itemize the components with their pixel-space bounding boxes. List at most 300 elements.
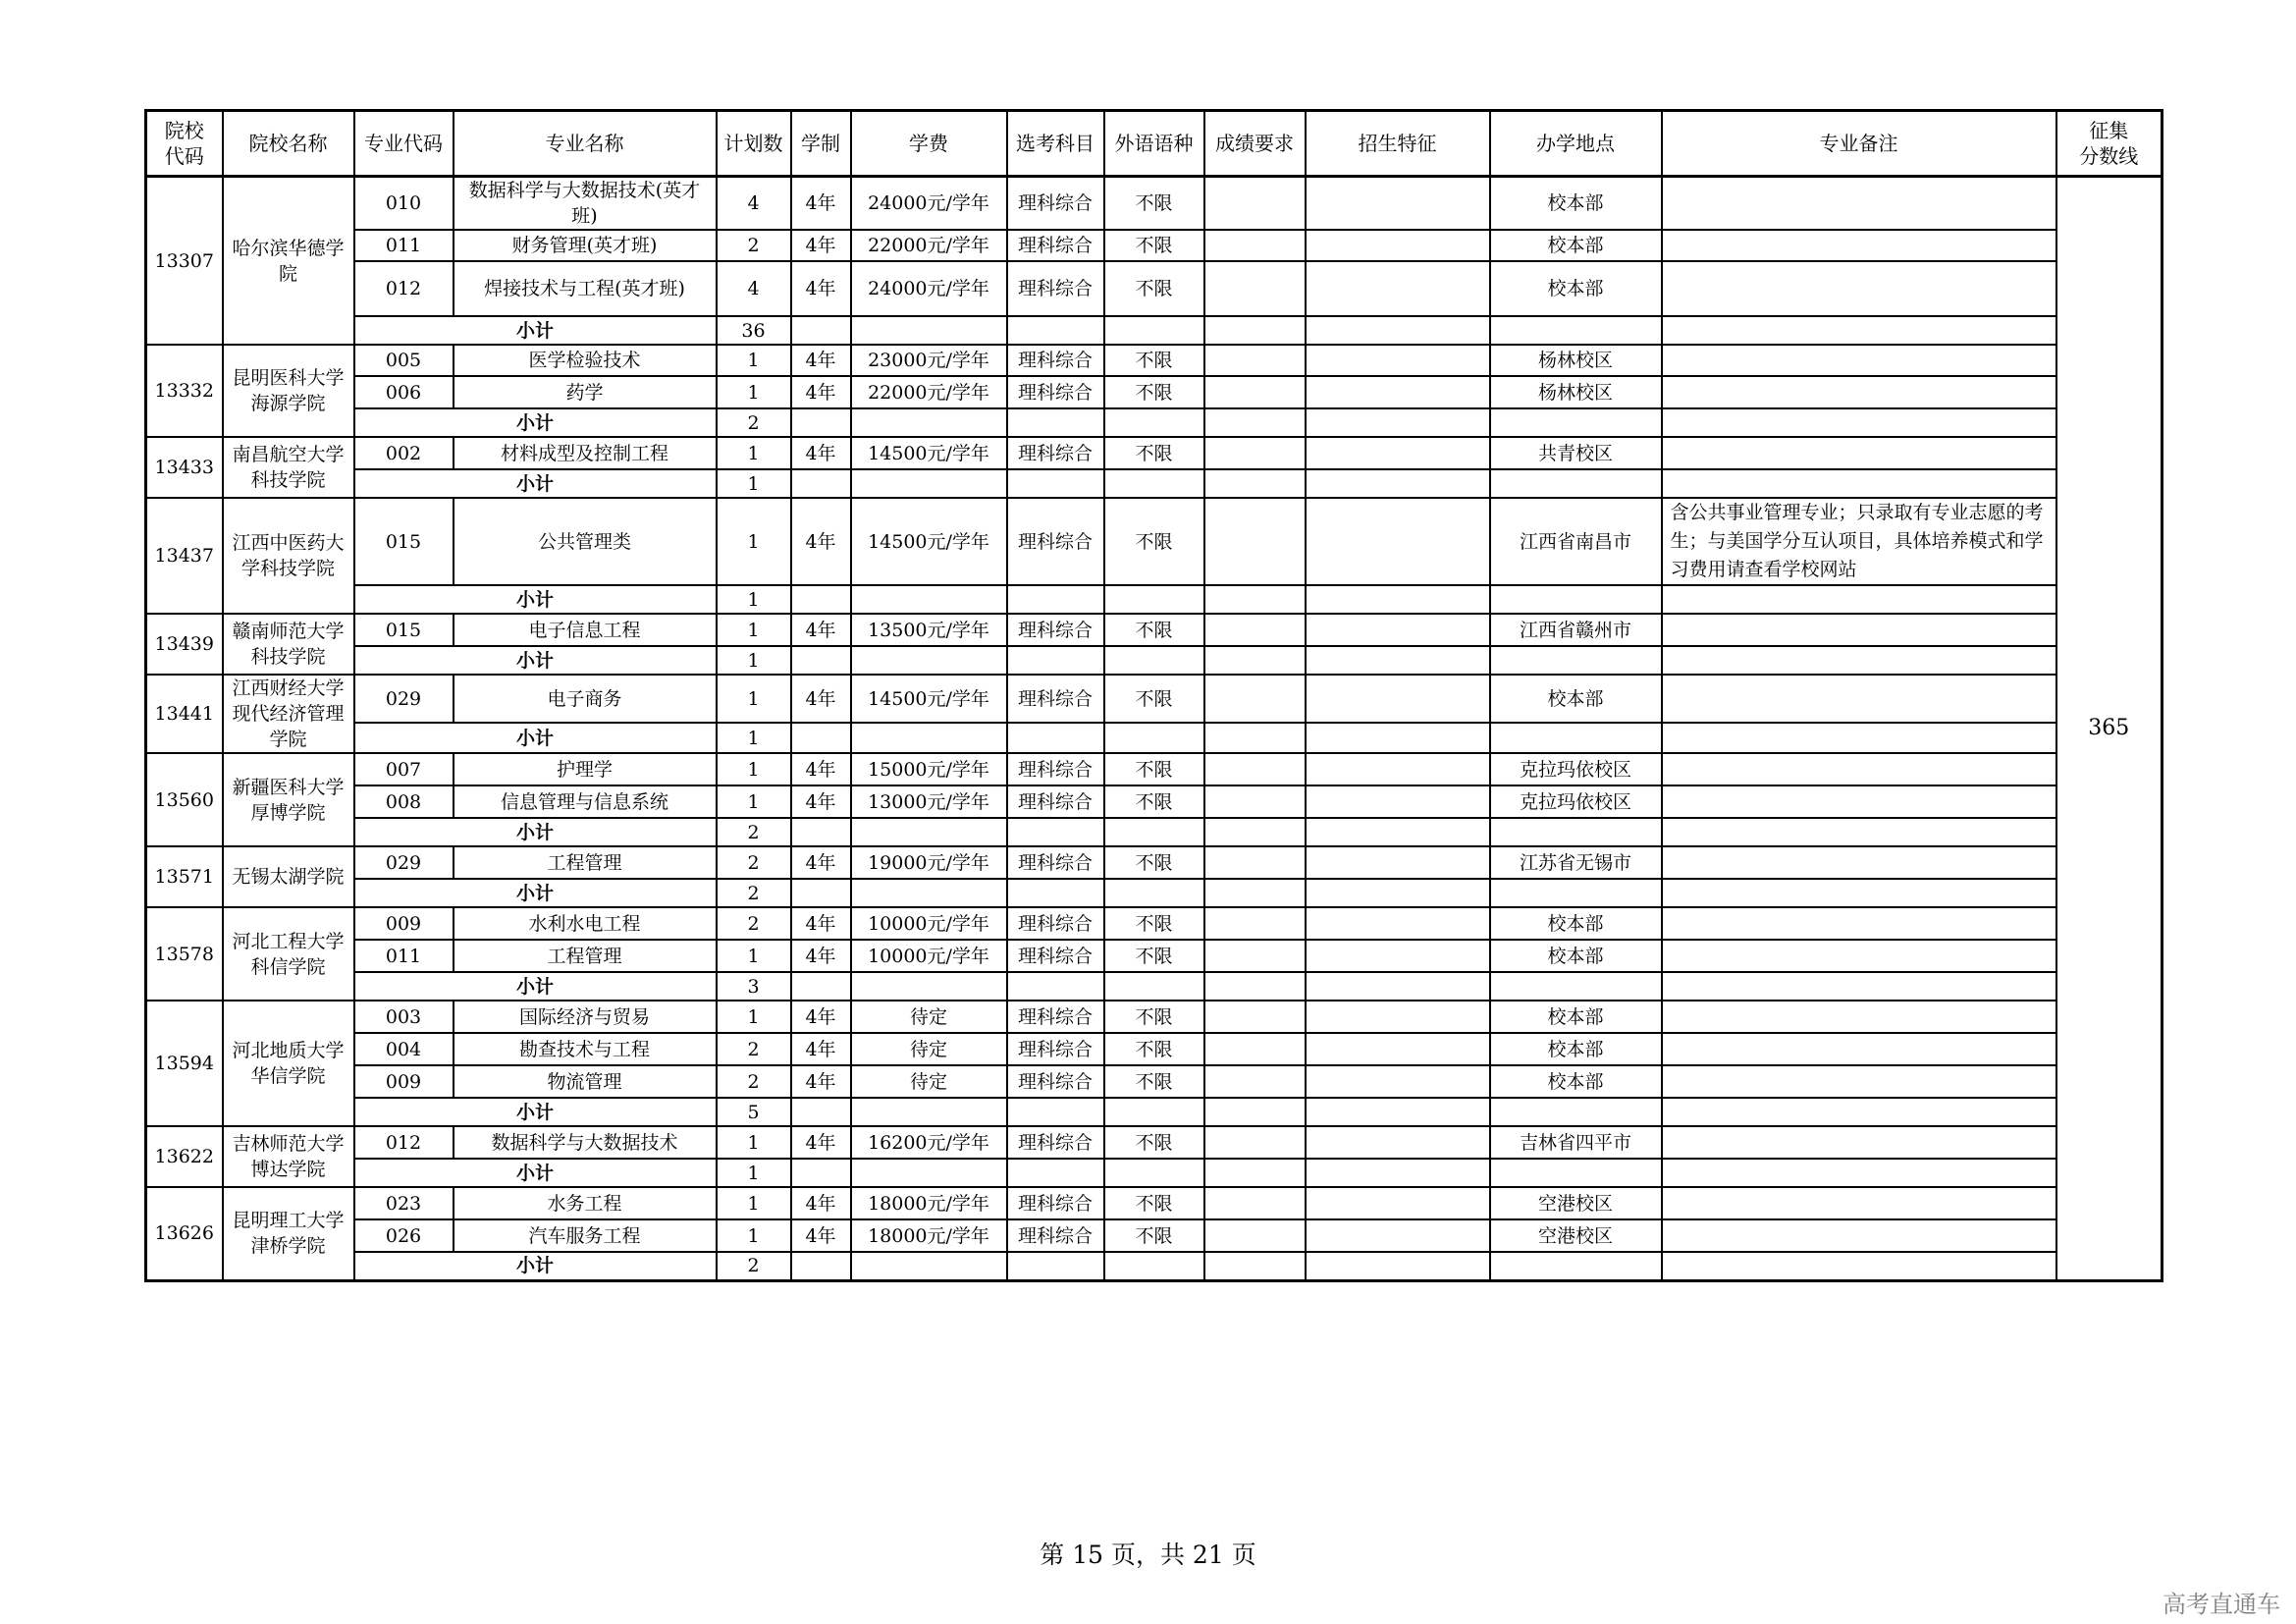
subtotal-label: 小计 xyxy=(354,646,717,675)
subject-cell: 理科综合 xyxy=(1007,177,1104,231)
plan-count-cell: 2 xyxy=(717,1065,791,1098)
empty-cell xyxy=(1490,408,1662,437)
years-cell: 4年 xyxy=(791,345,851,376)
subject-cell: 理科综合 xyxy=(1007,785,1104,818)
subtotal-value: 1 xyxy=(717,1159,791,1187)
fee-cell: 待定 xyxy=(851,1065,1007,1098)
language-cell: 不限 xyxy=(1104,437,1204,469)
empty-cell xyxy=(1007,646,1104,675)
col-header-years: 学制 xyxy=(791,111,851,177)
col-header-score-req: 成绩要求 xyxy=(1204,111,1306,177)
empty-cell xyxy=(1306,408,1490,437)
school-name-cell: 河北工程大学科信学院 xyxy=(223,907,354,1001)
major-name-cell: 工程管理 xyxy=(454,846,717,879)
feature-cell xyxy=(1306,846,1490,879)
major-name-cell: 水务工程 xyxy=(454,1187,717,1219)
score-req-cell xyxy=(1204,177,1306,231)
major-code-cell: 029 xyxy=(354,675,454,723)
empty-cell xyxy=(1306,316,1490,345)
feature-cell xyxy=(1306,1126,1490,1159)
empty-cell xyxy=(851,1098,1007,1126)
feature-cell xyxy=(1306,1001,1490,1033)
fee-cell: 14500元/学年 xyxy=(851,498,1007,585)
empty-cell xyxy=(1104,1098,1204,1126)
fee-cell: 待定 xyxy=(851,1033,1007,1065)
subject-cell: 理科综合 xyxy=(1007,498,1104,585)
remark-cell xyxy=(1662,753,2056,785)
school-code-cell: 13571 xyxy=(146,846,223,907)
remark-cell xyxy=(1662,345,2056,376)
language-cell: 不限 xyxy=(1104,1065,1204,1098)
subtotal-value: 3 xyxy=(717,972,791,1001)
language-cell: 不限 xyxy=(1104,1126,1204,1159)
empty-cell xyxy=(791,1252,851,1280)
feature-cell xyxy=(1306,376,1490,408)
subject-cell: 理科综合 xyxy=(1007,261,1104,316)
empty-cell xyxy=(1306,1252,1490,1280)
empty-cell xyxy=(1104,585,1204,614)
remark-cell xyxy=(1662,261,2056,316)
language-cell: 不限 xyxy=(1104,1001,1204,1033)
language-cell: 不限 xyxy=(1104,1033,1204,1065)
feature-cell xyxy=(1306,177,1490,231)
empty-cell xyxy=(1007,1252,1104,1280)
empty-cell xyxy=(1662,585,2056,614)
empty-cell xyxy=(1007,316,1104,345)
subtotal-label: 小计 xyxy=(354,1159,717,1187)
remark-cell xyxy=(1662,675,2056,723)
col-header-school-name: 院校名称 xyxy=(223,111,354,177)
table-row xyxy=(146,1001,2163,1033)
major-code-cell: 009 xyxy=(354,907,454,940)
col-header-fee: 学费 xyxy=(851,111,1007,177)
remark-cell xyxy=(1662,1126,2056,1159)
score-req-cell xyxy=(1204,907,1306,940)
empty-cell xyxy=(1490,1098,1662,1126)
empty-cell xyxy=(1007,723,1104,753)
empty-cell xyxy=(1104,1159,1204,1187)
location-cell: 江西省南昌市 xyxy=(1490,498,1662,585)
empty-cell xyxy=(851,585,1007,614)
remark-cell xyxy=(1662,1219,2056,1252)
fee-cell: 13000元/学年 xyxy=(851,785,1007,818)
subtotal-label: 小计 xyxy=(354,408,717,437)
location-cell: 杨林校区 xyxy=(1490,345,1662,376)
score-req-cell xyxy=(1204,1033,1306,1065)
score-req-cell xyxy=(1204,614,1306,646)
empty-cell xyxy=(791,972,851,1001)
col-header-school-code: 院校 代码 xyxy=(146,111,223,177)
school-code-cell: 13433 xyxy=(146,437,223,498)
table-row xyxy=(146,1126,2163,1159)
subject-cell: 理科综合 xyxy=(1007,1001,1104,1033)
plan-count-cell: 2 xyxy=(717,230,791,261)
plan-count-cell: 2 xyxy=(717,1033,791,1065)
empty-cell xyxy=(1204,818,1306,846)
subtotal-row xyxy=(146,408,2163,437)
major-code-cell: 010 xyxy=(354,177,454,231)
subject-cell: 理科综合 xyxy=(1007,1219,1104,1252)
score-req-cell xyxy=(1204,675,1306,723)
school-name-cell: 昆明医科大学海源学院 xyxy=(223,345,354,437)
major-name-cell: 电子商务 xyxy=(454,675,717,723)
location-cell: 杨林校区 xyxy=(1490,376,1662,408)
subtotal-row xyxy=(146,1252,2163,1280)
years-cell: 4年 xyxy=(791,437,851,469)
score-line-cell: 365 xyxy=(2056,177,2163,1281)
empty-cell xyxy=(1007,1098,1104,1126)
empty-cell xyxy=(851,469,1007,498)
fee-cell: 10000元/学年 xyxy=(851,940,1007,972)
subtotal-row xyxy=(146,646,2163,675)
remark-cell xyxy=(1662,230,2056,261)
plan-count-cell: 1 xyxy=(717,940,791,972)
subtotal-value: 2 xyxy=(717,818,791,846)
plan-count-cell: 1 xyxy=(717,1126,791,1159)
location-cell: 校本部 xyxy=(1490,940,1662,972)
empty-cell xyxy=(1490,1159,1662,1187)
major-code-cell: 011 xyxy=(354,230,454,261)
fee-cell: 24000元/学年 xyxy=(851,177,1007,231)
fee-cell: 16200元/学年 xyxy=(851,1126,1007,1159)
empty-cell xyxy=(1007,469,1104,498)
subject-cell: 理科综合 xyxy=(1007,230,1104,261)
years-cell: 4年 xyxy=(791,1001,851,1033)
table-row xyxy=(146,1065,2163,1098)
subtotal-label: 小计 xyxy=(354,723,717,753)
school-name-cell: 江西中医药大学科技学院 xyxy=(223,498,354,614)
major-code-cell: 007 xyxy=(354,753,454,785)
years-cell: 4年 xyxy=(791,940,851,972)
table-row xyxy=(146,437,2163,469)
subtotal-row xyxy=(146,818,2163,846)
subtotal-value: 1 xyxy=(717,723,791,753)
school-name-cell: 吉林师范大学博达学院 xyxy=(223,1126,354,1187)
school-name-cell: 江西财经大学现代经济管理学院 xyxy=(223,675,354,753)
table-row xyxy=(146,614,2163,646)
plan-count-cell: 2 xyxy=(717,846,791,879)
fee-cell: 18000元/学年 xyxy=(851,1187,1007,1219)
table-body xyxy=(146,177,2163,1281)
table-row xyxy=(146,1219,2163,1252)
plan-count-cell: 1 xyxy=(717,1187,791,1219)
empty-cell xyxy=(1204,972,1306,1001)
years-cell: 4年 xyxy=(791,1187,851,1219)
empty-cell xyxy=(1007,972,1104,1001)
col-header-major-code: 专业代码 xyxy=(354,111,454,177)
language-cell: 不限 xyxy=(1104,785,1204,818)
location-cell: 校本部 xyxy=(1490,675,1662,723)
score-req-cell xyxy=(1204,1187,1306,1219)
subject-cell: 理科综合 xyxy=(1007,437,1104,469)
feature-cell xyxy=(1306,785,1490,818)
years-cell: 4年 xyxy=(791,907,851,940)
subtotal-row xyxy=(146,1159,2163,1187)
empty-cell xyxy=(1104,972,1204,1001)
plan-count-cell: 1 xyxy=(717,785,791,818)
empty-cell xyxy=(1306,1159,1490,1187)
language-cell: 不限 xyxy=(1104,753,1204,785)
table-row xyxy=(146,675,2163,723)
score-req-cell xyxy=(1204,1001,1306,1033)
empty-cell xyxy=(791,879,851,907)
years-cell: 4年 xyxy=(791,261,851,316)
feature-cell xyxy=(1306,907,1490,940)
table-row xyxy=(146,1033,2163,1065)
col-header-score-line: 征集 分数线 xyxy=(2056,111,2163,177)
subtotal-value: 2 xyxy=(717,408,791,437)
subtotal-label: 小计 xyxy=(354,972,717,1001)
empty-cell xyxy=(791,1098,851,1126)
empty-cell xyxy=(791,646,851,675)
score-req-cell xyxy=(1204,498,1306,585)
language-cell: 不限 xyxy=(1104,940,1204,972)
subject-cell: 理科综合 xyxy=(1007,1187,1104,1219)
empty-cell xyxy=(791,818,851,846)
col-header-major-name: 专业名称 xyxy=(454,111,717,177)
fee-cell: 14500元/学年 xyxy=(851,675,1007,723)
empty-cell xyxy=(1490,469,1662,498)
major-code-cell: 008 xyxy=(354,785,454,818)
empty-cell xyxy=(1490,1252,1662,1280)
score-req-cell xyxy=(1204,261,1306,316)
major-name-cell: 物流管理 xyxy=(454,1065,717,1098)
score-req-cell xyxy=(1204,345,1306,376)
empty-cell xyxy=(1662,1252,2056,1280)
empty-cell xyxy=(791,316,851,345)
language-cell: 不限 xyxy=(1104,261,1204,316)
location-cell: 克拉玛依校区 xyxy=(1490,785,1662,818)
subtotal-value: 1 xyxy=(717,585,791,614)
feature-cell xyxy=(1306,614,1490,646)
feature-cell xyxy=(1306,345,1490,376)
table-row xyxy=(146,846,2163,879)
location-cell: 吉林省四平市 xyxy=(1490,1126,1662,1159)
score-req-cell xyxy=(1204,437,1306,469)
school-code-cell: 13560 xyxy=(146,753,223,846)
remark-cell xyxy=(1662,1033,2056,1065)
table-row xyxy=(146,907,2163,940)
empty-cell xyxy=(1306,469,1490,498)
col-header-feature: 招生特征 xyxy=(1306,111,1490,177)
subtotal-value: 36 xyxy=(717,316,791,345)
years-cell: 4年 xyxy=(791,230,851,261)
remark-cell xyxy=(1662,785,2056,818)
remark-cell xyxy=(1662,1187,2056,1219)
major-code-cell: 011 xyxy=(354,940,454,972)
page-footer: 第 15 页，共 21 页 xyxy=(1040,1541,1256,1569)
major-code-cell: 015 xyxy=(354,614,454,646)
school-code-cell: 13578 xyxy=(146,907,223,1001)
subject-cell: 理科综合 xyxy=(1007,376,1104,408)
empty-cell xyxy=(1662,469,2056,498)
empty-cell xyxy=(1306,818,1490,846)
feature-cell xyxy=(1306,498,1490,585)
empty-cell xyxy=(1490,723,1662,753)
empty-cell xyxy=(1104,818,1204,846)
location-cell: 校本部 xyxy=(1490,261,1662,316)
years-cell: 4年 xyxy=(791,376,851,408)
language-cell: 不限 xyxy=(1104,345,1204,376)
score-req-cell xyxy=(1204,846,1306,879)
fee-cell: 24000元/学年 xyxy=(851,261,1007,316)
empty-cell xyxy=(851,1159,1007,1187)
feature-cell xyxy=(1306,437,1490,469)
subtotal-label: 小计 xyxy=(354,879,717,907)
language-cell: 不限 xyxy=(1104,230,1204,261)
years-cell: 4年 xyxy=(791,1126,851,1159)
empty-cell xyxy=(1204,585,1306,614)
feature-cell xyxy=(1306,1219,1490,1252)
years-cell: 4年 xyxy=(791,846,851,879)
remark-cell xyxy=(1662,1065,2056,1098)
empty-cell xyxy=(791,1159,851,1187)
fee-cell: 22000元/学年 xyxy=(851,230,1007,261)
empty-cell xyxy=(1204,723,1306,753)
major-name-cell: 电子信息工程 xyxy=(454,614,717,646)
empty-cell xyxy=(851,818,1007,846)
location-cell: 克拉玛依校区 xyxy=(1490,753,1662,785)
major-code-cell: 004 xyxy=(354,1033,454,1065)
empty-cell xyxy=(791,469,851,498)
subject-cell: 理科综合 xyxy=(1007,675,1104,723)
remark-cell xyxy=(1662,376,2056,408)
remark-cell xyxy=(1662,940,2056,972)
table-row xyxy=(146,230,2163,261)
fee-cell: 22000元/学年 xyxy=(851,376,1007,408)
table-row xyxy=(146,345,2163,376)
subtotal-label: 小计 xyxy=(354,1098,717,1126)
empty-cell xyxy=(1662,818,2056,846)
empty-cell xyxy=(1662,1098,2056,1126)
score-req-cell xyxy=(1204,785,1306,818)
school-code-cell: 13332 xyxy=(146,345,223,437)
subject-cell: 理科综合 xyxy=(1007,846,1104,879)
empty-cell xyxy=(1104,469,1204,498)
subtotal-label: 小计 xyxy=(354,1252,717,1280)
table-row xyxy=(146,498,2163,585)
language-cell: 不限 xyxy=(1104,614,1204,646)
location-cell: 校本部 xyxy=(1490,1065,1662,1098)
location-cell: 共青校区 xyxy=(1490,437,1662,469)
school-name-cell: 赣南师范大学科技学院 xyxy=(223,614,354,675)
years-cell: 4年 xyxy=(791,614,851,646)
subtotal-row xyxy=(146,469,2163,498)
empty-cell xyxy=(851,972,1007,1001)
score-req-cell xyxy=(1204,940,1306,972)
plan-count-cell: 1 xyxy=(717,1219,791,1252)
empty-cell xyxy=(851,646,1007,675)
major-name-cell: 药学 xyxy=(454,376,717,408)
col-header-language: 外语语种 xyxy=(1104,111,1204,177)
subtotal-row xyxy=(146,972,2163,1001)
feature-cell xyxy=(1306,1065,1490,1098)
subtotal-label: 小计 xyxy=(354,316,717,345)
score-req-cell xyxy=(1204,1065,1306,1098)
major-code-cell: 012 xyxy=(354,261,454,316)
fee-cell: 待定 xyxy=(851,1001,1007,1033)
empty-cell xyxy=(1204,646,1306,675)
subtotal-label: 小计 xyxy=(354,585,717,614)
school-name-cell: 南昌航空大学科技学院 xyxy=(223,437,354,498)
major-name-cell: 信息管理与信息系统 xyxy=(454,785,717,818)
col-header-subject: 选考科目 xyxy=(1007,111,1104,177)
empty-cell xyxy=(1104,646,1204,675)
major-name-cell: 勘查技术与工程 xyxy=(454,1033,717,1065)
empty-cell xyxy=(1007,585,1104,614)
empty-cell xyxy=(1204,879,1306,907)
school-name-cell: 昆明理工大学津桥学院 xyxy=(223,1187,354,1280)
remark-cell xyxy=(1662,1001,2056,1033)
empty-cell xyxy=(1204,1098,1306,1126)
empty-cell xyxy=(1490,646,1662,675)
table-row xyxy=(146,376,2163,408)
col-header-location: 办学地点 xyxy=(1490,111,1662,177)
years-cell: 4年 xyxy=(791,1219,851,1252)
remark-cell: 含公共事业管理专业；只录取有专业志愿的考生；与美国学分互认项目，具体培养模式和学习费用请查看学校网站 xyxy=(1662,498,2056,585)
empty-cell xyxy=(1306,879,1490,907)
school-name-cell: 河北地质大学华信学院 xyxy=(223,1001,354,1126)
plan-count-cell: 1 xyxy=(717,614,791,646)
years-cell: 4年 xyxy=(791,1033,851,1065)
language-cell: 不限 xyxy=(1104,376,1204,408)
subtotal-row xyxy=(146,1098,2163,1126)
subtotal-row xyxy=(146,879,2163,907)
header-row xyxy=(146,111,2163,177)
fee-cell: 10000元/学年 xyxy=(851,907,1007,940)
major-code-cell: 023 xyxy=(354,1187,454,1219)
plan-count-cell: 4 xyxy=(717,261,791,316)
major-code-cell: 005 xyxy=(354,345,454,376)
empty-cell xyxy=(791,408,851,437)
years-cell: 4年 xyxy=(791,675,851,723)
empty-cell xyxy=(1662,879,2056,907)
empty-cell xyxy=(1104,1252,1204,1280)
location-cell: 江苏省无锡市 xyxy=(1490,846,1662,879)
plan-count-cell: 1 xyxy=(717,376,791,408)
col-header-remark: 专业备注 xyxy=(1662,111,2056,177)
empty-cell xyxy=(1490,972,1662,1001)
fee-cell: 18000元/学年 xyxy=(851,1219,1007,1252)
subject-cell: 理科综合 xyxy=(1007,614,1104,646)
fee-cell: 13500元/学年 xyxy=(851,614,1007,646)
table-row xyxy=(146,785,2163,818)
major-code-cell: 012 xyxy=(354,1126,454,1159)
remark-cell xyxy=(1662,177,2056,231)
subtotal-row xyxy=(146,585,2163,614)
feature-cell xyxy=(1306,261,1490,316)
empty-cell xyxy=(1204,408,1306,437)
empty-cell xyxy=(851,879,1007,907)
empty-cell xyxy=(1306,585,1490,614)
plan-count-cell: 4 xyxy=(717,177,791,231)
school-code-cell: 13441 xyxy=(146,675,223,753)
empty-cell xyxy=(1104,408,1204,437)
empty-cell xyxy=(1662,316,2056,345)
empty-cell xyxy=(1007,1159,1104,1187)
empty-cell xyxy=(1490,818,1662,846)
subject-cell: 理科综合 xyxy=(1007,907,1104,940)
empty-cell xyxy=(1662,723,2056,753)
remark-cell xyxy=(1662,907,2056,940)
major-code-cell: 009 xyxy=(354,1065,454,1098)
school-name-cell: 无锡太湖学院 xyxy=(223,846,354,907)
major-name-cell: 汽车服务工程 xyxy=(454,1219,717,1252)
score-req-cell xyxy=(1204,753,1306,785)
major-name-cell: 数据科学与大数据技术(英才班) xyxy=(454,177,717,231)
subtotal-label: 小计 xyxy=(354,469,717,498)
plan-count-cell: 1 xyxy=(717,437,791,469)
